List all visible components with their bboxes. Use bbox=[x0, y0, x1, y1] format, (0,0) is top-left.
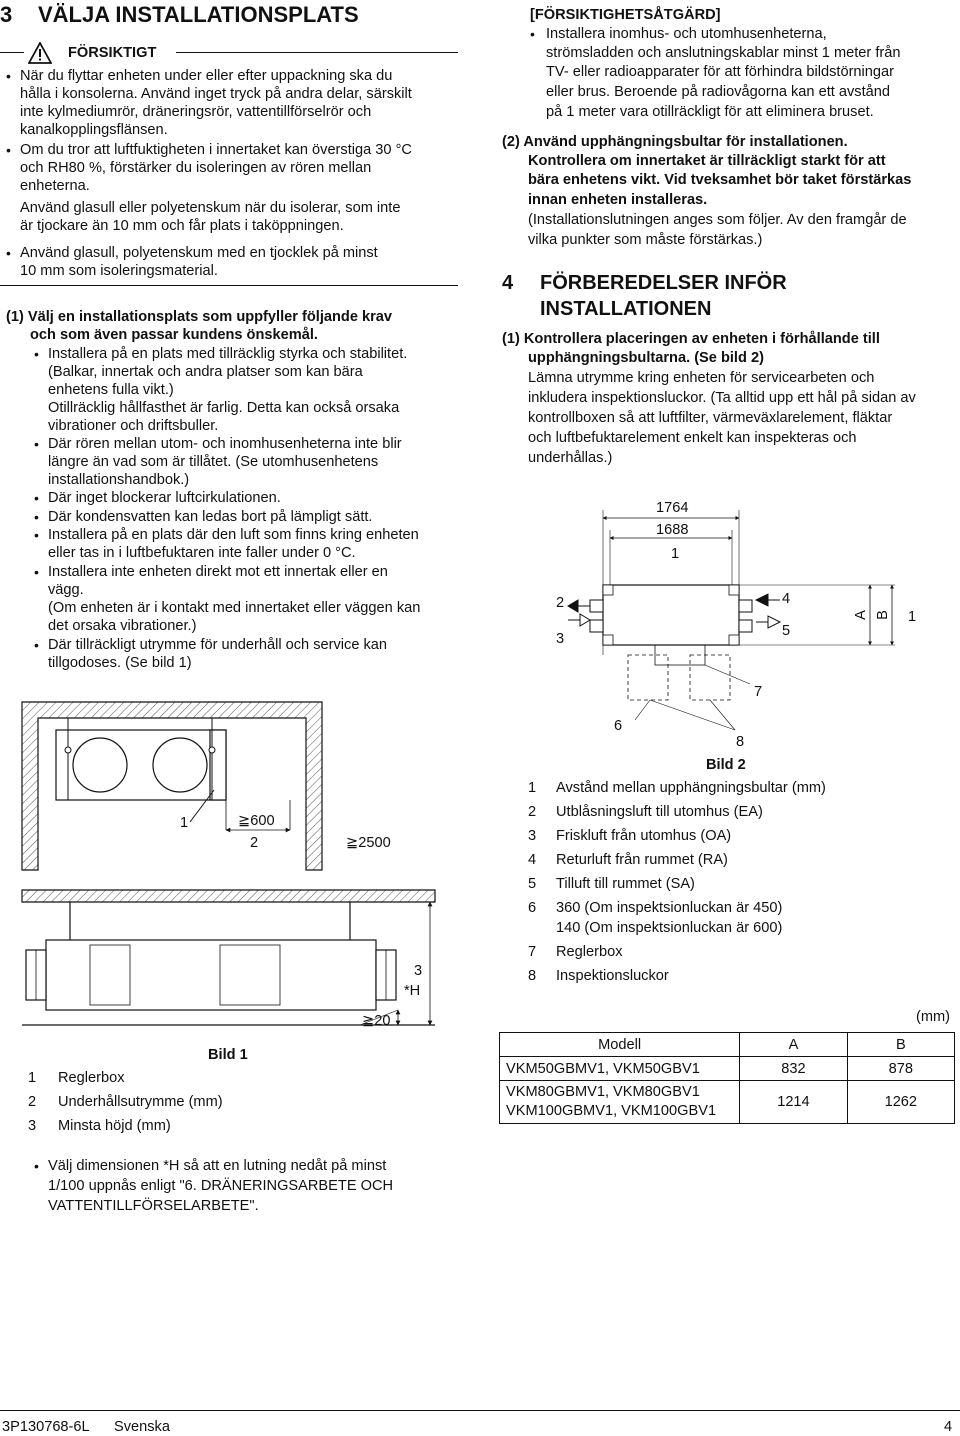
fig1-note-line: Välj dimensionen *H så att en lutning nedåt på minst bbox=[48, 1158, 387, 1174]
fig2-legend-num: 5 bbox=[528, 876, 537, 892]
fig1-note-line: 1/100 uppnås enligt "6. DRÄNERINGSARBETE OCH bbox=[48, 1178, 394, 1194]
step1-line: (Om enheten är i kontakt med innertaket eller väggen kan bbox=[48, 600, 421, 616]
fig2-legend-num: 6 bbox=[528, 900, 537, 916]
step1-line: vägg. bbox=[48, 582, 84, 598]
bullet: • bbox=[6, 68, 11, 84]
fig2-legend-num: 2 bbox=[528, 804, 537, 820]
table-header-row bbox=[500, 1033, 955, 1057]
bullet: • bbox=[34, 490, 39, 506]
table-row bbox=[500, 1081, 955, 1124]
step2-bold: innan enheten installeras. bbox=[528, 192, 708, 208]
bullet: • bbox=[6, 245, 11, 261]
fig1-legend-text: Minsta höjd (mm) bbox=[58, 1118, 171, 1134]
step1-line: Installera inte enheten direkt mot ett innertak eller en bbox=[48, 564, 388, 580]
fig2-legend-text: Tilluft till rummet (SA) bbox=[556, 876, 695, 892]
model-table bbox=[499, 1032, 955, 1124]
bullet: • bbox=[34, 346, 39, 362]
section-number: 3 bbox=[0, 2, 13, 27]
fig2-label-1b: 1 bbox=[908, 609, 917, 625]
step1-heading: och som även passar kundens önskemål. bbox=[30, 327, 318, 343]
fig2-dim-1764: 1764 bbox=[656, 500, 689, 516]
caution-line: hålla i konsolerna. Använd inget tryck på andra delar, särskilt bbox=[20, 86, 412, 102]
step1-line: Installera på en plats där den luft som finns kring enheten bbox=[48, 527, 419, 543]
caution-rule-left bbox=[0, 52, 24, 53]
step1-line: tillgodoses. (Se bild 1) bbox=[48, 655, 192, 671]
step1-line: det orsaka vibrationer.) bbox=[48, 618, 197, 634]
bullet: • bbox=[34, 1158, 39, 1174]
section4-number: 4 bbox=[502, 272, 514, 294]
fig2-label-8: 8 bbox=[736, 734, 745, 750]
step1-line: längre än vad som är tillåtet. (Se utomhusenhetens bbox=[48, 454, 379, 470]
fig2-label-3: 3 bbox=[556, 631, 565, 647]
measure-title: [FÖRSIKTIGHETSÅTGÄRD] bbox=[530, 7, 721, 23]
step1-line: Där inget blockerar luftcirkulationen. bbox=[48, 490, 281, 506]
bullet: • bbox=[34, 509, 39, 525]
fig2-legend-text: 140 (Om inspektsionluckan är 600) bbox=[556, 920, 783, 936]
fig2-label-1: 1 bbox=[671, 546, 680, 562]
table-cell-model bbox=[500, 1081, 740, 1124]
caution-line: 10 mm som isoleringsmaterial. bbox=[20, 263, 218, 279]
fig1-legend-text: Underhållsutrymme (mm) bbox=[58, 1094, 223, 1110]
caution-line: och RH80 %, förstärker du isoleringen av rören mellan bbox=[20, 160, 372, 176]
fig1-dim-600: ≧600 bbox=[238, 813, 275, 829]
step4-1-bold: (1) Kontrollera placeringen av enheten i förhållande till bbox=[502, 331, 880, 347]
bullet: • bbox=[34, 527, 39, 543]
fig2-legend-text: Inspektionsluckor bbox=[556, 968, 669, 984]
fig1-dim-2500: ≧2500 bbox=[346, 835, 391, 851]
fig1-legend-num: 3 bbox=[28, 1118, 37, 1134]
table-cell-model-line: VKM80GBMV1, VKM80GBV1 bbox=[506, 1084, 700, 1100]
fig2-dim-1688: 1688 bbox=[656, 522, 689, 538]
warning-icon bbox=[28, 42, 52, 64]
caution-line: Använd glasull eller polyetenskum när du isolerar, som inte bbox=[20, 200, 401, 216]
measure-line: TV- eller radioapparater för att förhindra bildstörningar bbox=[546, 64, 894, 80]
fig2-legend-num: 1 bbox=[528, 780, 537, 796]
bullet: • bbox=[34, 564, 39, 580]
step1-line: Där kondensvatten kan ledas bort på lämpligt sätt. bbox=[48, 509, 373, 525]
table-unit: (mm) bbox=[916, 1009, 951, 1025]
fig2-label-4: 4 bbox=[782, 591, 791, 607]
fig2-label-7: 7 bbox=[754, 684, 763, 700]
caution-rule-bottom bbox=[0, 285, 458, 286]
fig2-legend-text: Utblåsningsluft till utomhus (EA) bbox=[556, 804, 763, 820]
fig2-legend-text: Friskluft från utomhus (OA) bbox=[556, 828, 732, 844]
fig1-caption: Bild 1 bbox=[208, 1047, 248, 1063]
step1-line: Installera på en plats med tillräcklig styrka och stabilitet. bbox=[48, 346, 408, 362]
step1-line: Där rören mellan utom- och inomhusenheterna inte blir bbox=[48, 436, 402, 452]
fig2-legend-num: 4 bbox=[528, 852, 537, 868]
measure-line: Installera inomhus- och utomhusenheterna, bbox=[546, 26, 827, 42]
step4-1-line: inkludera inspektionsluckor. (Ta alltid upp ett hål på sidan av bbox=[528, 390, 916, 406]
footer-doc-id: 3P130768-6L bbox=[2, 1419, 90, 1435]
caution-line: kanalkopplingsflänsen. bbox=[20, 122, 168, 138]
caution-line: När du flyttar enheten under eller efter uppackning ska du bbox=[20, 68, 393, 84]
step4-1-line: och luftbefuktarelement enkelt kan inspekteras och bbox=[528, 430, 857, 446]
step2-line: vilka punkter som måste förstärkas.) bbox=[528, 232, 763, 248]
fig2-legend-text: Returluft från rummet (RA) bbox=[556, 852, 728, 868]
step1-line: enhetens fulla vikt.) bbox=[48, 382, 174, 398]
footer-rule bbox=[0, 1410, 960, 1411]
caution-rule-right bbox=[176, 52, 458, 53]
step2-bold: (2) Använd upphängningsbultar för installationen. bbox=[502, 134, 848, 150]
step2-bold: Kontrollera om innertaket är tillräckligt starkt för att bbox=[528, 153, 886, 169]
table-header: B bbox=[847, 1033, 954, 1057]
footer-language: Svenska bbox=[114, 1419, 170, 1435]
step1-line: (Balkar, innertak och andra platser som kan bära bbox=[48, 364, 363, 380]
measure-line: på 1 meter vara otillräckligt för att eliminera bruset. bbox=[546, 104, 874, 120]
caution-line: Använd glasull, polyetenskum med en tjocklek på minst bbox=[20, 245, 378, 261]
step1-line: Där tillräckligt utrymme för underhåll och service kan bbox=[48, 637, 388, 653]
fig2-legend-num: 3 bbox=[528, 828, 537, 844]
fig2-legend-text: 360 (Om inspektsionluckan är 450) bbox=[556, 900, 783, 916]
fig2-label-b: B bbox=[874, 610, 891, 620]
bullet: • bbox=[6, 142, 11, 158]
step4-1-line: kontrollboxen så att luftfilter, värmeväxlarelement, fläktar bbox=[528, 410, 893, 426]
caution-line: enheterna. bbox=[20, 178, 90, 194]
fig1-legend-num: 2 bbox=[28, 1094, 37, 1110]
step1-line: eller tas in i luftbefuktaren inte faller under 0 °C. bbox=[48, 545, 356, 561]
step4-1-line: Lämna utrymme kring enheten för servicearbeten och bbox=[528, 370, 875, 386]
table-header: A bbox=[740, 1033, 847, 1057]
fig2-label-2: 2 bbox=[556, 595, 565, 611]
section4-title: INSTALLATIONEN bbox=[540, 298, 712, 320]
fig1-label-1: 1 bbox=[180, 815, 189, 831]
fig1-dim-20: ≧20 bbox=[362, 1013, 391, 1029]
step1-line: vibrationer och driftsbuller. bbox=[48, 418, 219, 434]
table-cell-model-line: VKM100GBMV1, VKM100GBV1 bbox=[506, 1103, 717, 1119]
fig2-legend-text: Reglerbox bbox=[556, 944, 623, 960]
step1-line: Otillräcklig hållfasthet är farlig. Detta kan också orsaka bbox=[48, 400, 400, 416]
fig2-label-5: 5 bbox=[782, 623, 791, 639]
fig1-dim-h: *H bbox=[404, 983, 421, 999]
step1-heading: (1) Välj en installationsplats som uppfyller följande krav bbox=[6, 309, 393, 325]
table-row bbox=[500, 1057, 955, 1081]
step1-line: installationshandbok.) bbox=[48, 472, 190, 488]
fig2-legend-num: 8 bbox=[528, 968, 537, 984]
bullet: • bbox=[530, 26, 535, 42]
table-cell-b: 878 bbox=[847, 1057, 954, 1081]
fig2-legend-num: 7 bbox=[528, 944, 537, 960]
step4-1-line: underhållas.) bbox=[528, 450, 613, 466]
section-title: VÄLJA INSTALLATIONSPLATS bbox=[38, 2, 359, 27]
table-cell-model: VKM50GBMV1, VKM50GBV1 bbox=[500, 1057, 740, 1081]
footer-page-number: 4 bbox=[944, 1419, 953, 1435]
fig1-legend-num: 1 bbox=[28, 1070, 37, 1086]
measure-line: strömsladden och anslutningskablar minst 1 meter från bbox=[546, 45, 901, 61]
fig2-caption: Bild 2 bbox=[706, 757, 746, 773]
bullet: • bbox=[34, 637, 39, 653]
fig2-label-6: 6 bbox=[614, 718, 623, 734]
fig1-label-2: 2 bbox=[250, 835, 259, 851]
step4-1-bold: upphängningsbultarna. (Se bild 2) bbox=[528, 350, 764, 366]
step2-bold: bära enhetens vikt. Vid tveksamhet bör taket förstärkas bbox=[528, 172, 912, 188]
table-cell-a: 832 bbox=[740, 1057, 847, 1081]
caution-title: FÖRSIKTIGT bbox=[68, 45, 157, 61]
table-cell-b: 1262 bbox=[847, 1081, 954, 1124]
fig2-label-a: A bbox=[852, 610, 869, 620]
section4-title: FÖRBEREDELSER INFÖR bbox=[540, 272, 787, 294]
fig1-label-3: 3 bbox=[414, 963, 423, 979]
measure-line: eller brus. Beroende på radiovågorna kan ett avstånd bbox=[546, 84, 890, 100]
caution-line: är tjockare än 10 mm och får plats i taköppningen. bbox=[20, 218, 344, 234]
caution-line: inte kylmediumrör, dräneringsrör, vattentillförselrör och bbox=[20, 104, 372, 120]
figure1-diagram bbox=[0, 690, 470, 1050]
table-header: Modell bbox=[500, 1033, 740, 1057]
fig2-legend-text: Avstånd mellan upphängningsbultar (mm) bbox=[556, 780, 826, 796]
fig1-legend-text: Reglerbox bbox=[58, 1070, 125, 1086]
fig1-note-line: VATTENTILLFÖRSELARBETE". bbox=[48, 1198, 259, 1214]
table-cell-a: 1214 bbox=[740, 1081, 847, 1124]
bullet: • bbox=[34, 436, 39, 452]
caution-line: Om du tror att luftfuktigheten i innertaket kan överstiga 30 °C bbox=[20, 142, 412, 158]
step2-line: (Installationslutningen anges som följer. Av den framgår de bbox=[528, 212, 907, 228]
